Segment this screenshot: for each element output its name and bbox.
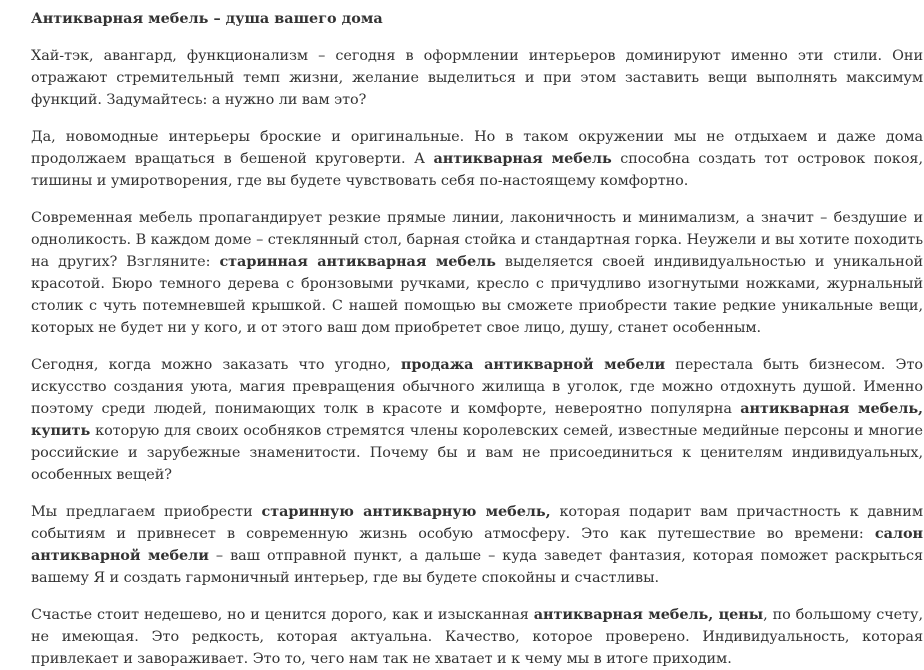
paragraph (31, 45, 923, 111)
paragraph-text: которую для своих особняков стремятся члены королевских семей, известные медийные персоны и многие российские и зарубежные знаменитости. Почему бы и вам не присоединиться к ценителям индивидуальных, особенных вещей? (31, 423, 923, 483)
paragraph-text: , по большому счету, не имеющая. Это редкость, которая актуальна. Качество, которое проверено. Индивидуальность, которая привлекает и завораживает. Это то, чего нам так не хватает и к чему мы в итоге приходим. (31, 607, 924, 667)
paragraph-text: Счастье стоит недешево, но и ценится дорого, как и изысканная (31, 607, 534, 623)
paragraph (31, 604, 923, 670)
paragraph-text: Хай-тэк, авангард, функционализм – сегодня в оформлении интерьеров доминируют именно эти стили. Они отражают стремительный темп жизни, желание выделиться и при этом заставить вещи выполнять максимум функций. Задумайтесь: а нужно ли вам это? (31, 48, 923, 108)
paragraph-text: Современная мебель пропагандирует резкие прямые линии, лаконичность и минимализм, а значит – бездушие и одноликость. В каждом доме – стеклянный стол, барная стойка и стандартная горка. Неужели и вы хотите походить на других? Взгляните: (31, 210, 923, 270)
article-body (31, 45, 923, 670)
paragraph-text: Мы предлагаем приобрести (31, 504, 262, 520)
paragraph-text: выделяется своей индивидуальностью и уникальной красотой. Бюро темного дерева с бронзовыми ручками, кресло с причудливо изогнутыми ножками, журнальный столик с чуть потемневшей крышкой. С нашей помощью вы сможете приобрести такие редкие уникальные вещи, которых не будет ни у кого, и от этого ваш дом приобретет свое лицо, душу, станет особенным. (31, 254, 923, 336)
paragraph-text: перестала быть бизнесом. Это искусство создания уюта, магия превращения обычного жилища в уголок, где можно отдохнуть душой. Именно поэтому среди людей, понимающих толк в красоте и комфорте, невероятно популярна (31, 357, 923, 417)
paragraph-text: Да, новомодные интерьеры броские и оригинальные. Но в таком окружении мы не отдыхаем и даже дома продолжаем вращаться в бешеной круговерти. А (31, 129, 923, 167)
bold-keyword: антикварная мебель (433, 150, 612, 167)
paragraph-text: – ваш отправной пункт, а дальше – куда заведет фантазия, которая поможет раскрыться вашему Я и создать гармоничный интерьер, где вы будете спокойны и счастливы. (31, 548, 924, 586)
bold-keyword: старинную антикварную мебель, (261, 503, 551, 520)
paragraph (31, 354, 923, 486)
paragraph (31, 501, 923, 589)
paragraph-text: Сегодня, когда можно заказать что угодно, (31, 357, 401, 373)
paragraph (31, 126, 923, 192)
paragraph-text: способна создать тот островок покоя, тишины и умиротворения, где вы будете чувствовать себя по-настоящему комфортно. (31, 151, 923, 189)
paragraph (31, 207, 923, 339)
bold-keyword: антикварная мебель, цены (533, 606, 764, 623)
article-title: Антикварная мебель – душа вашего дома (31, 10, 383, 27)
bold-keyword: антикварная мебель, купить (31, 400, 924, 439)
bold-keyword: продажа антикварной мебели (400, 356, 666, 373)
bold-keyword: старинная антикварная мебель (219, 253, 496, 270)
bold-keyword: салон антикварной мебели (31, 525, 923, 564)
paragraph-text: которая подарит вам причастность к давним событиям и привнесет в современную жизнь особую атмосферу. Это как путешествие во времени: (31, 504, 923, 542)
